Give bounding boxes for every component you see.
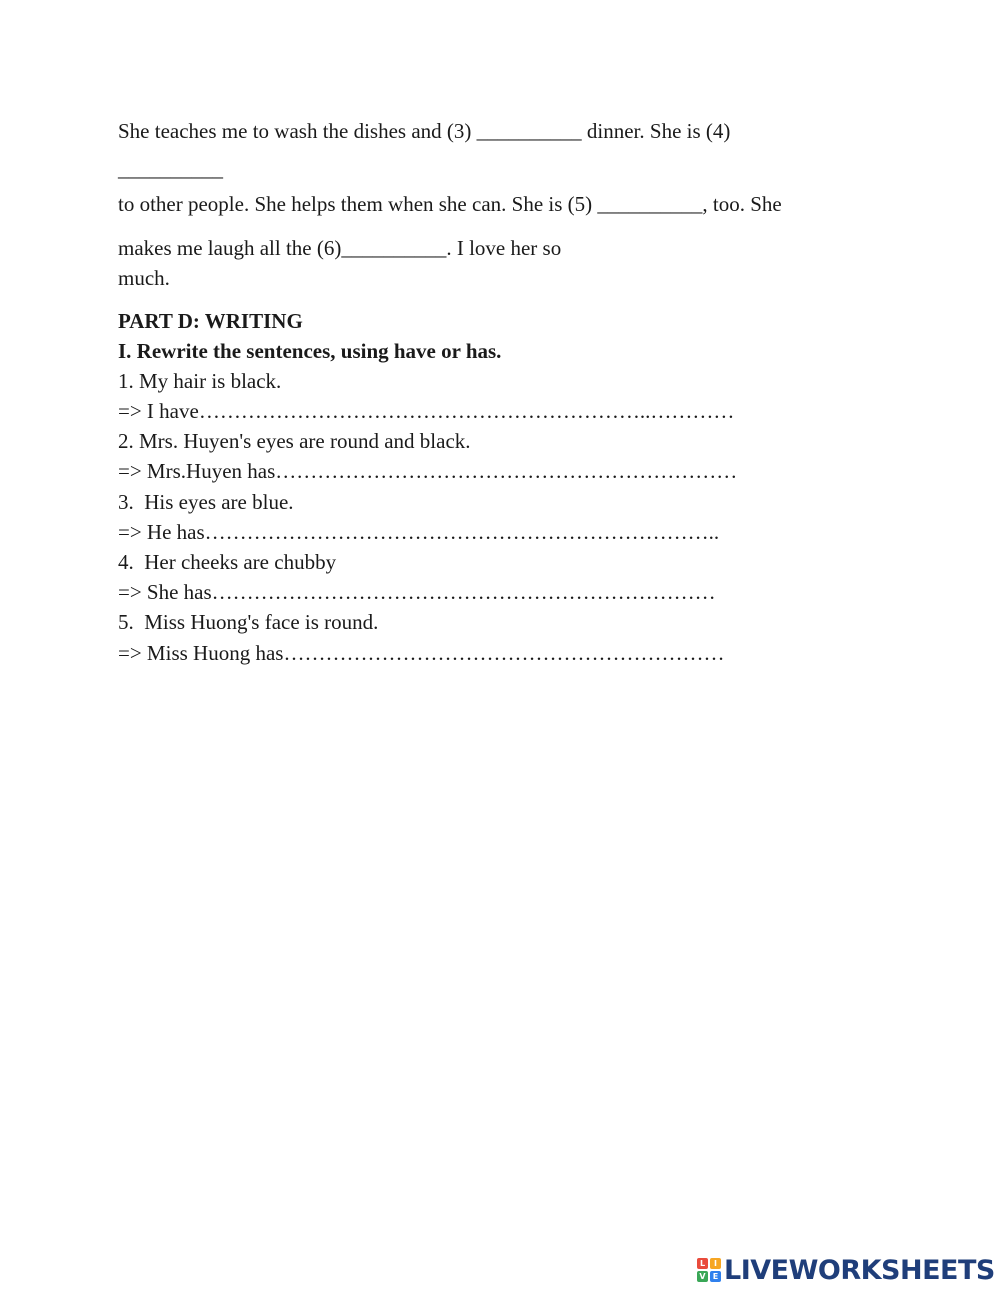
exercise-answer-line[interactable]: => He has……………………………………………………………….. [118, 520, 720, 544]
exercise-answer-line[interactable]: => Miss Huong has……………………………………………………… [118, 641, 725, 665]
exercise-answer-line[interactable]: => Mrs.Huyen has………………………………………………………… [118, 459, 738, 483]
logo-tile: L [697, 1258, 708, 1269]
passage-line-3: to other people. She helps them when she can. She is (5) __________, too. She [118, 192, 782, 216]
exercise-sentence: 4. Her cheeks are chubby [118, 550, 337, 574]
passage-line-5: much. [118, 266, 170, 290]
logo-tile: V [697, 1271, 708, 1282]
exercise-sentence: 3. His eyes are blue. [118, 490, 294, 514]
part-title: PART D: WRITING [118, 309, 303, 333]
exercise-sentence: 2. Mrs. Huyen's eyes are round and black. [118, 429, 471, 453]
logo-tiles-icon [697, 1258, 721, 1282]
passage-line-4: makes me laugh all the (6)__________. I love her so [118, 236, 562, 260]
logo-tile: E [710, 1271, 721, 1282]
exercise-answer-line[interactable]: => I have………………………………………………………..………… [118, 399, 735, 423]
passage-line-1: She teaches me to wash the dishes and (3) __________ dinner. She is (4) [118, 119, 731, 143]
writing-instruction: I. Rewrite the sentences, using have or has. [118, 339, 502, 363]
exercise-answer-line[interactable]: => She has……………………………………………………………… [118, 580, 716, 604]
liveworksheets-logo [697, 1253, 995, 1287]
exercise-sentence: 1. My hair is black. [118, 369, 282, 393]
logo-tile: I [710, 1258, 721, 1269]
passage-line-2: __________ [118, 157, 223, 181]
logo-text: LIVEWORKSHEETS [724, 1254, 995, 1286]
exercise-sentence: 5. Miss Huong's face is round. [118, 610, 379, 634]
